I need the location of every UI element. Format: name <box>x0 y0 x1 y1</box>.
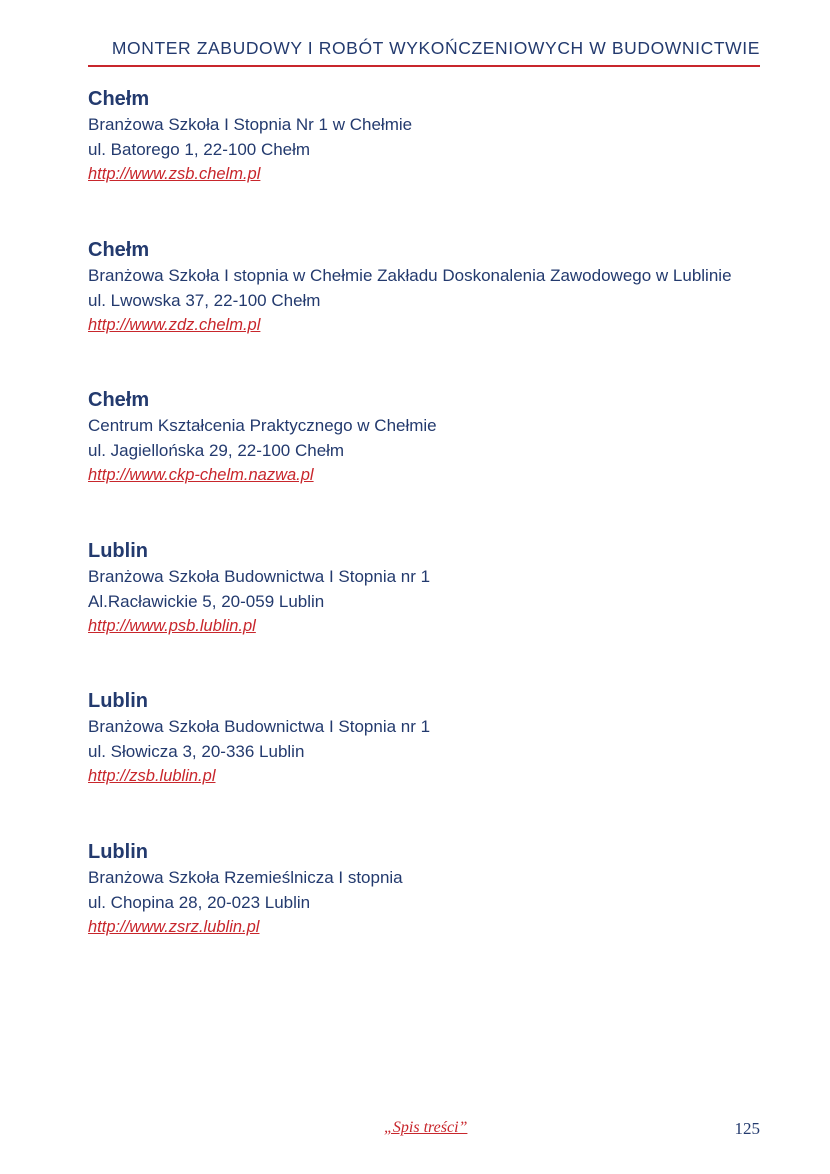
school-address: Al.Racławickie 5, 20-059 Lublin <box>88 591 325 611</box>
document-title: MONTER ZABUDOWY I ROBÓT WYKOŃCZENIOWYCH W BUDOWNICTWIE <box>111 38 760 58</box>
school-entry <box>88 86 768 237</box>
school-list <box>88 86 768 989</box>
school-website-link[interactable]: http://www.zsrz.lublin.pl <box>88 917 260 936</box>
city-heading: Lublin <box>88 690 148 712</box>
school-address: ul. Chopina 28, 20-023 Lublin <box>88 892 311 912</box>
school-website-link[interactable]: http://www.zdz.chelm.pl <box>88 315 261 334</box>
school-name: Branżowa Szkoła Budownictwa I Stopnia nr 1 <box>88 566 431 586</box>
school-entry <box>88 538 768 689</box>
city-heading: Chełm <box>88 88 150 110</box>
school-address: ul. Batorego 1, 22-100 Chełm <box>88 140 311 159</box>
table-of-contents-link[interactable]: „Spis treści” <box>384 1119 468 1136</box>
school-name: Centrum Kształcenia Praktycznego w Chełmie <box>88 416 437 435</box>
header-divider <box>88 65 760 67</box>
city-heading: Lublin <box>88 539 148 562</box>
school-name: Branżowa Szkoła I Stopnia Nr 1 w Chełmie <box>88 115 413 134</box>
school-entry <box>88 237 768 388</box>
city-heading: Chełm <box>88 389 150 411</box>
school-website-link[interactable]: http://www.psb.lublin.pl <box>88 616 256 635</box>
school-entry <box>88 688 768 839</box>
school-address: ul. Lwowska 37, 22-100 Chełm <box>88 290 321 310</box>
school-entry <box>88 387 768 538</box>
school-address: ul. Jagiellońska 29, 22-100 Chełm <box>88 441 345 460</box>
city-heading: Lublin <box>88 840 148 863</box>
city-heading: Chełm <box>88 238 150 261</box>
school-name: Branżowa Szkoła I stopnia w Chełmie Zakładu Doskonalenia Zawodowego w Lublinie <box>88 265 732 285</box>
school-entry <box>88 839 768 990</box>
page-number: 125 <box>734 1119 760 1138</box>
school-name: Branżowa Szkoła Rzemieślnicza I stopnia <box>88 867 403 887</box>
school-address: ul. Słowicza 3, 20-336 Lublin <box>88 742 305 761</box>
school-website-link[interactable]: http://www.ckp-chelm.nazwa.pl <box>88 466 314 484</box>
school-website-link[interactable]: http://www.zsb.chelm.pl <box>88 165 261 183</box>
school-website-link[interactable]: http://zsb.lublin.pl <box>88 767 216 785</box>
school-name: Branżowa Szkoła Budownictwa I Stopnia nr 1 <box>88 717 431 736</box>
